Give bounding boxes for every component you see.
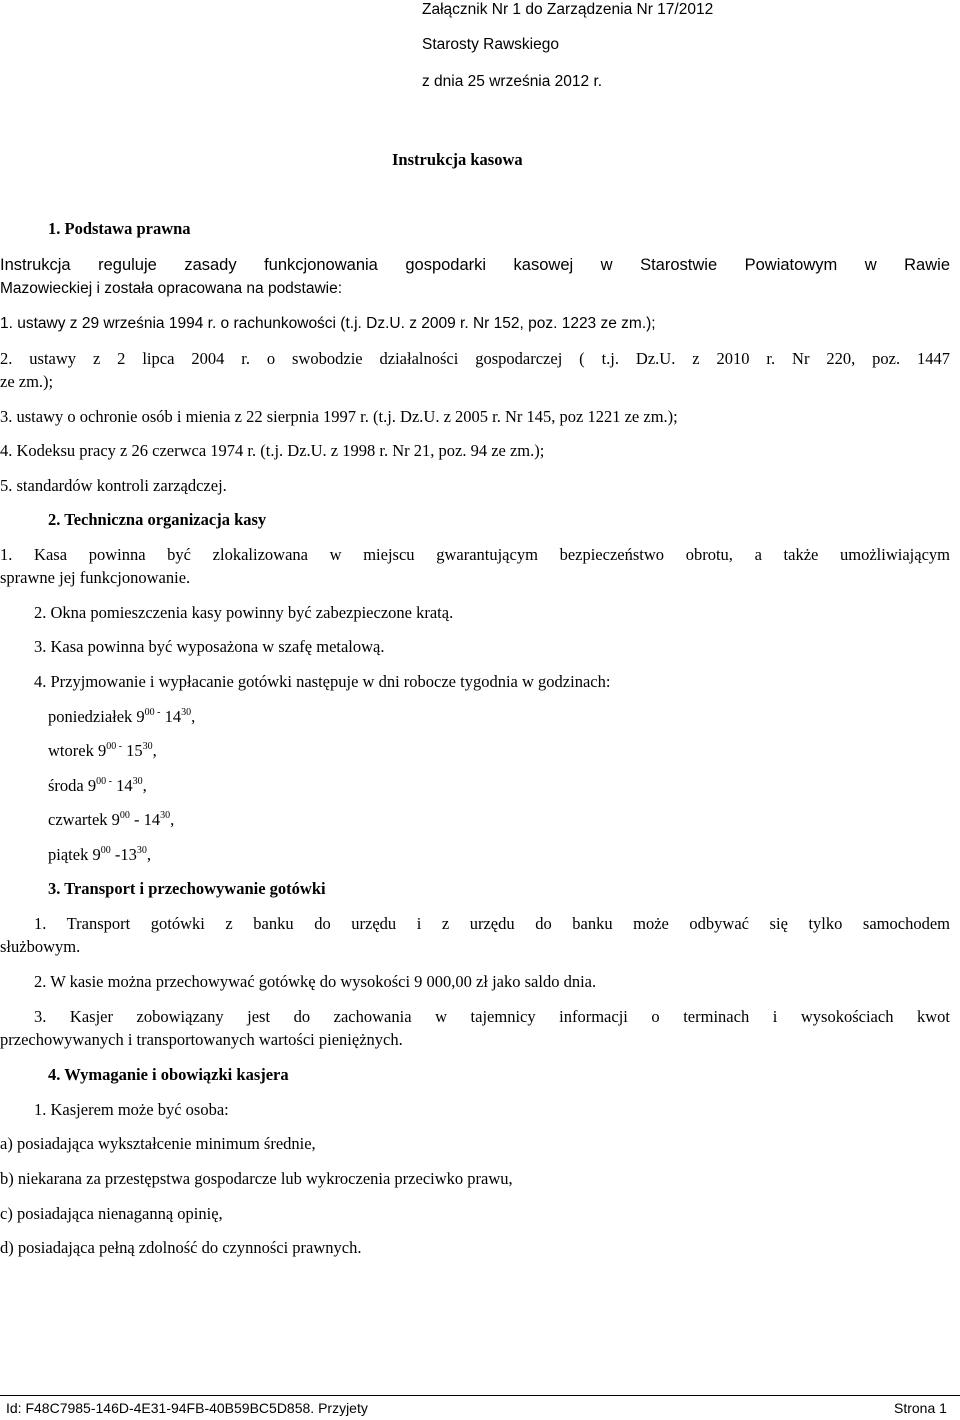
hours-day: czwartek 9 [48,810,120,829]
section-4-item-d: d) posiadająca pełną zdolność do czynności prawnych. [0,1238,362,1257]
footer-divider [0,1395,960,1396]
hours-end-minutes: 30 [160,810,171,821]
section-4-item-a: a) posiadająca wykształcenie minimum średnie, [0,1134,316,1153]
hours-row-monday [48,707,195,730]
hours-start-minutes: 00 - [96,776,112,787]
section-1-item-5: 5. standardów kontroli zarządczej. [0,476,227,495]
hours-end: -13 [110,845,137,864]
section-2-item-1-line-2: sprawne jej funkcjonowanie. [0,568,191,587]
section-3-item-3-line-2: przechowywanych i transportowanych wartości pieniężnych. [0,1030,403,1049]
section-1-item-2-line-1: 2. ustawy z 2 lipca 2004 r. o swobodzie działalności gospodarczej ( t.j. Dz.U. z 2010 r. Nr 220, poz. 1447 [0,349,950,368]
section-1-item-4: 4. Kodeksu pracy z 26 czerwca 1974 r. (t.j. Dz.U. z 1998 r. Nr 21, poz. 94 ze zm.); [0,441,545,460]
hours-punct: , [191,707,196,726]
section-3-item-1-line-2: służbowym. [0,937,81,956]
section-2-item-2: 2. Okna pomieszczenia kasy powinny być zabezpieczone kratą. [34,603,454,622]
section-2-item-4: 4. Przyjmowanie i wypłacanie gotówki następuje w dni robocze tygodnia w godzinach: [34,672,611,691]
hours-end-minutes: 30 [142,741,153,752]
section-1-item-1: 1. ustawy z 29 września 1994 r. o rachunkowości (t.j. Dz.U. z 2009 r. Nr 152, poz. 1223 ze zm.); [0,315,656,332]
section-2-item-3: 3. Kasa powinna być wyposażona w szafę metalową. [34,637,385,656]
hours-punct: , [146,845,151,864]
hours-start-minutes: 00 [100,845,111,856]
header-line-1: Załącznik Nr 1 do Zarządzenia Nr 17/2012 [422,1,714,18]
section-2-item-1-line-1: 1. Kasa powinna być zlokalizowana w miejscu gwarantującym bezpieczeństwo obrotu, a także umożliwiającym [0,545,950,564]
hours-end: 14 [160,707,182,726]
hours-end: 15 [122,741,143,760]
hours-day: środa 9 [48,776,97,795]
hours-row-thursday [48,810,174,833]
section-4-item-c: c) posiadająca nienaganną opinię, [0,1204,223,1223]
section-1-item-2-line-2: ze zm.); [0,372,54,391]
hours-punct: , [152,741,157,760]
hours-day: wtorek 9 [48,741,107,760]
hours-end-minutes: 30 [136,845,147,856]
section-1-intro-line-2: Mazowieckiej i została opracowana na podstawie: [0,280,343,297]
hours-punct: , [170,810,175,829]
section-3-heading: 3. Transport i przechowywanie gotówki [48,879,326,898]
document-title: Instrukcja kasowa [392,150,523,169]
footer-page-number: Strona 1 [894,1400,947,1416]
section-4-item-1: 1. Kasjerem może być osoba: [34,1100,229,1119]
hours-day: piątek 9 [48,845,101,864]
hours-start-minutes: 00 [119,810,130,821]
hours-row-tuesday [48,741,157,764]
header-line-3: z dnia 25 września 2012 r. [422,73,603,90]
section-1-heading: 1. Podstawa prawna [48,219,191,238]
section-2-heading: 2. Techniczna organizacja kasy [48,510,267,529]
hours-end: 14 [111,776,133,795]
hours-row-friday [48,845,151,868]
section-3-item-3-line-1: 3. Kasjer zobowiązany jest do zachowania w tajemnicy informacji o terminach i wysokościach kwot [34,1007,950,1026]
section-4-heading: 4. Wymaganie i obowiązki kasjera [48,1065,289,1084]
hours-day: poniedziałek 9 [48,707,145,726]
hours-row-wednesday [48,776,147,799]
section-3-item-1-line-1: 1. Transport gotówki z banku do urzędu i z urzędu do banku może odbywać się tylko samochodem [34,914,950,933]
hours-end-minutes: 30 [132,776,143,787]
footer-id: Id: F48C7985-146D-4E31-94FB-40B59BC5D858. Przyjety [6,1400,368,1416]
hours-start-minutes: 00 - [106,741,123,752]
hours-end: - 14 [129,810,161,829]
header-line-2: Starosty Rawskiego [422,36,559,53]
section-1-intro-line-1: Instrukcja reguluje zasady funkcjonowania gospodarki kasowej w Starostwie Powiatowym w Rawie [0,256,950,274]
hours-start-minutes: 00 - [144,707,161,718]
section-4-item-b: b) niekarana za przestępstwa gospodarcze lub wykroczenia przeciwko prawu, [0,1169,513,1188]
section-1-item-3: 3. ustawy o ochronie osób i mienia z 22 sierpnia 1997 r. (t.j. Dz.U. z 2005 r. Nr 145, poz 1221 ze zm.); [0,407,678,426]
section-3-item-2: 2. W kasie można przechowywać gotówkę do wysokości 9 000,00 zł jako saldo dnia. [34,972,597,991]
hours-end-minutes: 30 [181,707,192,718]
hours-punct: , [142,776,147,795]
